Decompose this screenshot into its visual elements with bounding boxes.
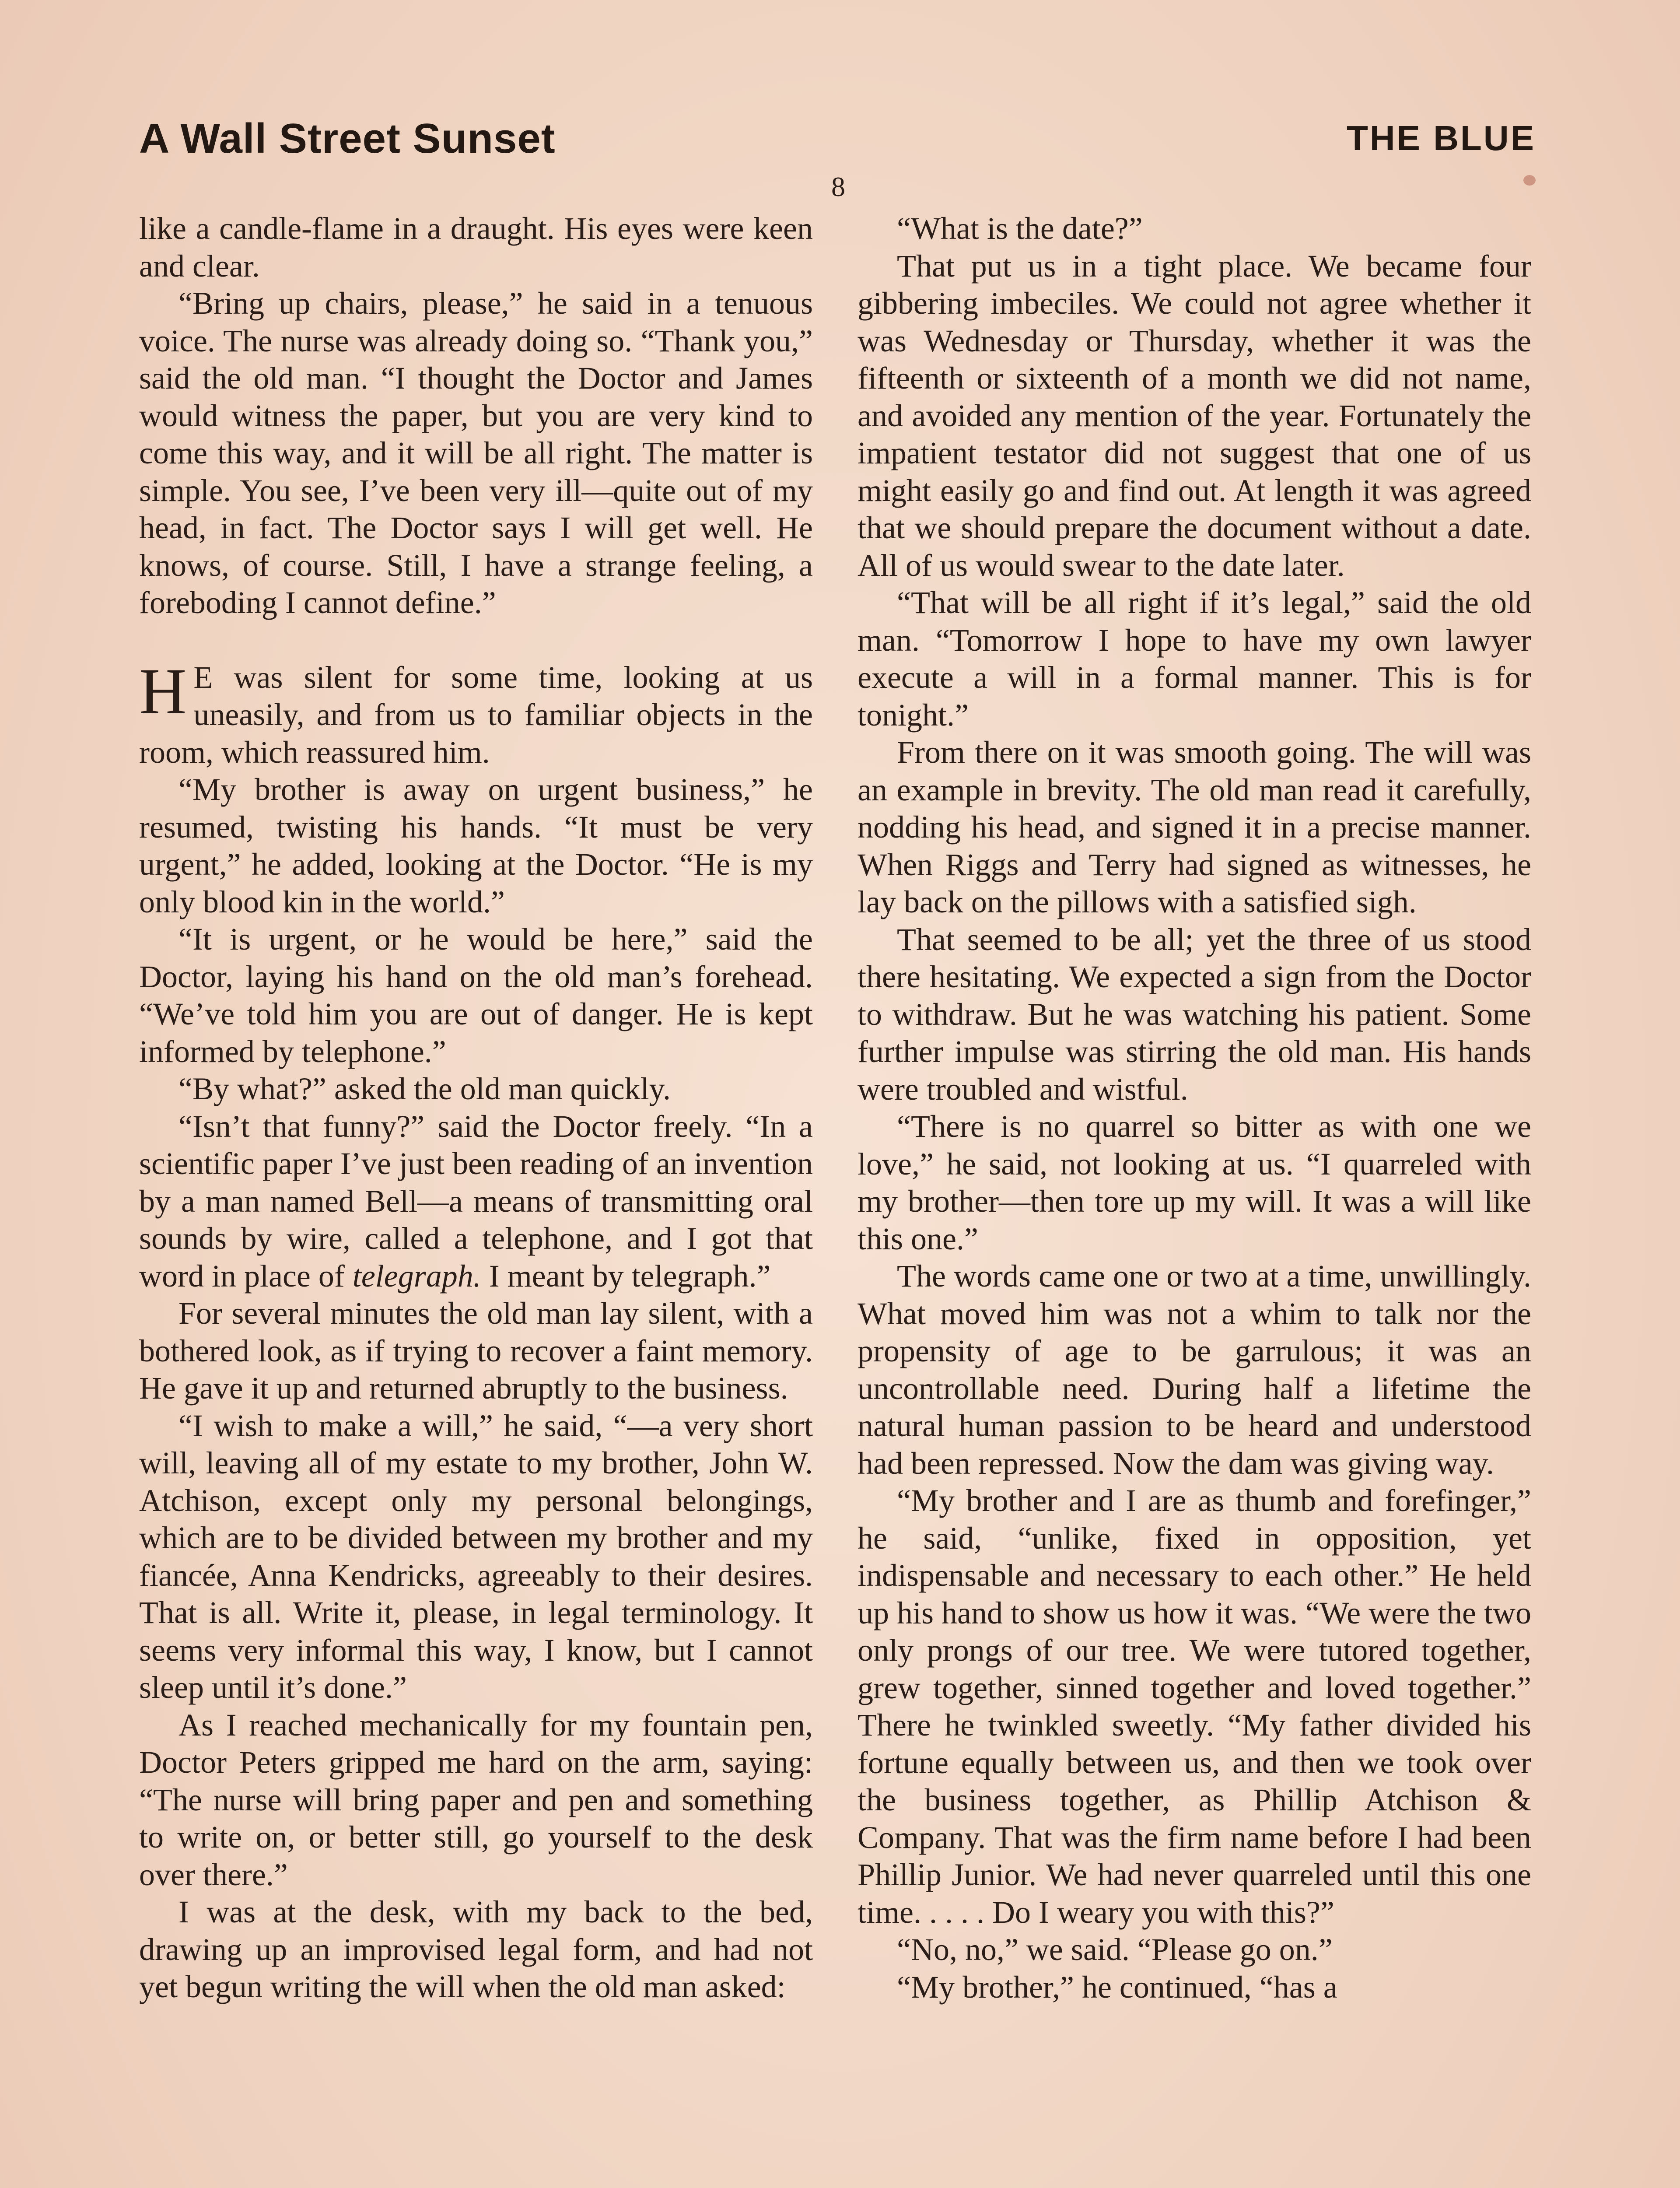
paragraph-dropcap bbox=[139, 655, 813, 771]
paragraph-text: E was silent for some time, looking at us uneasily, and from us to familiar objects in the room, which reassured him. bbox=[139, 659, 813, 770]
magazine-name: THE BLUE bbox=[1347, 119, 1536, 158]
article-title: A Wall Street Sunset bbox=[139, 115, 556, 162]
paragraph: As I reached mechanically for my fountain pen, Doctor Peters gripped me hard on the arm, saying: “The nurse will bring paper and pen and something to write on, or better still, go yourself to the desk over there.” bbox=[139, 1707, 813, 1892]
paragraph-text: “Isn’t that funny?” said the Doctor freely. “In a scientific paper I’ve just been reading of an invention by a man named Bell—a means of transmitting oral sounds by wire, called a telephone, and I got that word in place of bbox=[139, 1108, 813, 1294]
paragraph: “That will be all right if it’s legal,” said the old man. “Tomorrow I hope to have my own lawyer execute a will in a formal manner. This is for tonight.” bbox=[858, 585, 1531, 733]
paragraph: I was at the desk, with my back to the bed, drawing up an improvised legal form, and had not yet begun writing the will when the old man asked: bbox=[139, 1894, 813, 2004]
page-number: 8 bbox=[831, 171, 845, 202]
italic-word: telegraph. bbox=[352, 1258, 481, 1294]
paragraph: “What is the date?” bbox=[897, 211, 1143, 246]
paragraph: From there on it was smooth going. The will was an example in brevity. The old man read it carefully, nodding his head, and signed it in a precise manner. When Riggs and Terry had signed as witnesses, he lay back on the pillows with a satisfied sigh. bbox=[858, 735, 1531, 919]
paragraph: “My brother is away on urgent business,” he resumed, twisting his hands. “It must be very urgent,” he added, looking at the Doctor. “He is my only blood kin in the world.” bbox=[139, 772, 813, 919]
paragraph: “Bring up chairs, please,” he said in a tenuous voice. The nurse was already doing so. “Thank you,” said the old man. “I thought the Doctor and James would witness the paper, but you are very kind to come this way, and it will be all right. The matter is simple. You see, I’ve been very ill—quite out of my head, in fact. The Doctor says I will get well. He knows, of course. Still, I have a strange feeling, a foreboding I cannot define.” bbox=[139, 286, 813, 620]
paragraph: “I wish to make a will,” he said, “—a very short will, leaving all of my estate to my brother, John W. Atchison, except only my personal belongings, which are to be divided between my brother and my fiancée, Anna Kendricks, agreeably to their desires. That is all. Write it, please, in legal terminology. It seems very informal this way, I know, but I cannot sleep until it’s done.” bbox=[139, 1408, 813, 1705]
paragraph bbox=[139, 1108, 813, 1295]
drop-cap: H bbox=[139, 655, 187, 728]
paragraph: “It is urgent, or he would be here,” said the Doctor, laying his hand on the old man’s forehead. “We’ve told him you are out of danger. He is kept informed by telephone.” bbox=[139, 922, 813, 1069]
paragraph: That put us in a tight place. We became four gibbering imbeciles. We could not agree whether it was Wednesday or Thursday, whether it was the fifteenth or sixteenth of a month we did not name, and avoided any mention of the year. Fortunately the impatient testator did not suggest that one of us might easily go and find out. At length it was agreed that we should prepare the document without a date. All of us would swear to the date later. bbox=[858, 248, 1531, 583]
paragraph: “My brother and I are as thumb and forefinger,” he said, “unlike, fixed in opposition, yet indispensable and necessary to each other.” He held up his hand to show us how it was. “We were the two only prongs of our tree. We were tutored together, grew together, sinned together and loved together.” There he twinkled sweetly. “My father divided his fortune equally between us, and then we took over the business together, as Phillip Atchison & Company. That was the firm name before I had been Phillip Junior. We had never quarreled until this one time. . . . . Do I weary you with this?” bbox=[858, 1483, 1531, 1930]
paragraph: The words came one or two at a time, unwillingly. What moved him was not a whim to talk nor the propensity of age to be garrulous; it was an uncontrollable need. During half a lifetime the natural human passion to be heard and understood had been repressed. Now the dam was giving way. bbox=[858, 1259, 1531, 1481]
paper-stain bbox=[1523, 175, 1536, 186]
paragraph: “There is no quarrel so bitter as with one we love,” he said, not looking at us. “I quarreled with my brother—then tore up my will. It was a will like this one.” bbox=[858, 1109, 1531, 1256]
paragraph: “No, no,” we said. “Please go on.” bbox=[897, 1932, 1333, 1967]
paragraph: “My brother,” he continued, “has a bbox=[897, 1969, 1337, 2005]
paragraph-text: I meant by telegraph.” bbox=[481, 1258, 771, 1294]
left-column bbox=[139, 210, 813, 2188]
paragraph: That seemed to be all; yet the three of us stood there hesitating. We expected a sign from the Doctor to withdraw. But he was watching his patient. Some further impulse was stirring the old man. His hands were troubled and wistful. bbox=[858, 922, 1531, 1107]
paragraph: like a candle-flame in a draught. His eyes were keen and clear. bbox=[139, 211, 813, 284]
paragraph: For several minutes the old man lay silent, with a bothered look, as if trying to recover a faint memory. He gave it up and returned abruptly to the business. bbox=[139, 1296, 813, 1406]
paragraph: “By what?” asked the old man quickly. bbox=[178, 1071, 671, 1106]
right-column bbox=[858, 210, 1531, 2188]
